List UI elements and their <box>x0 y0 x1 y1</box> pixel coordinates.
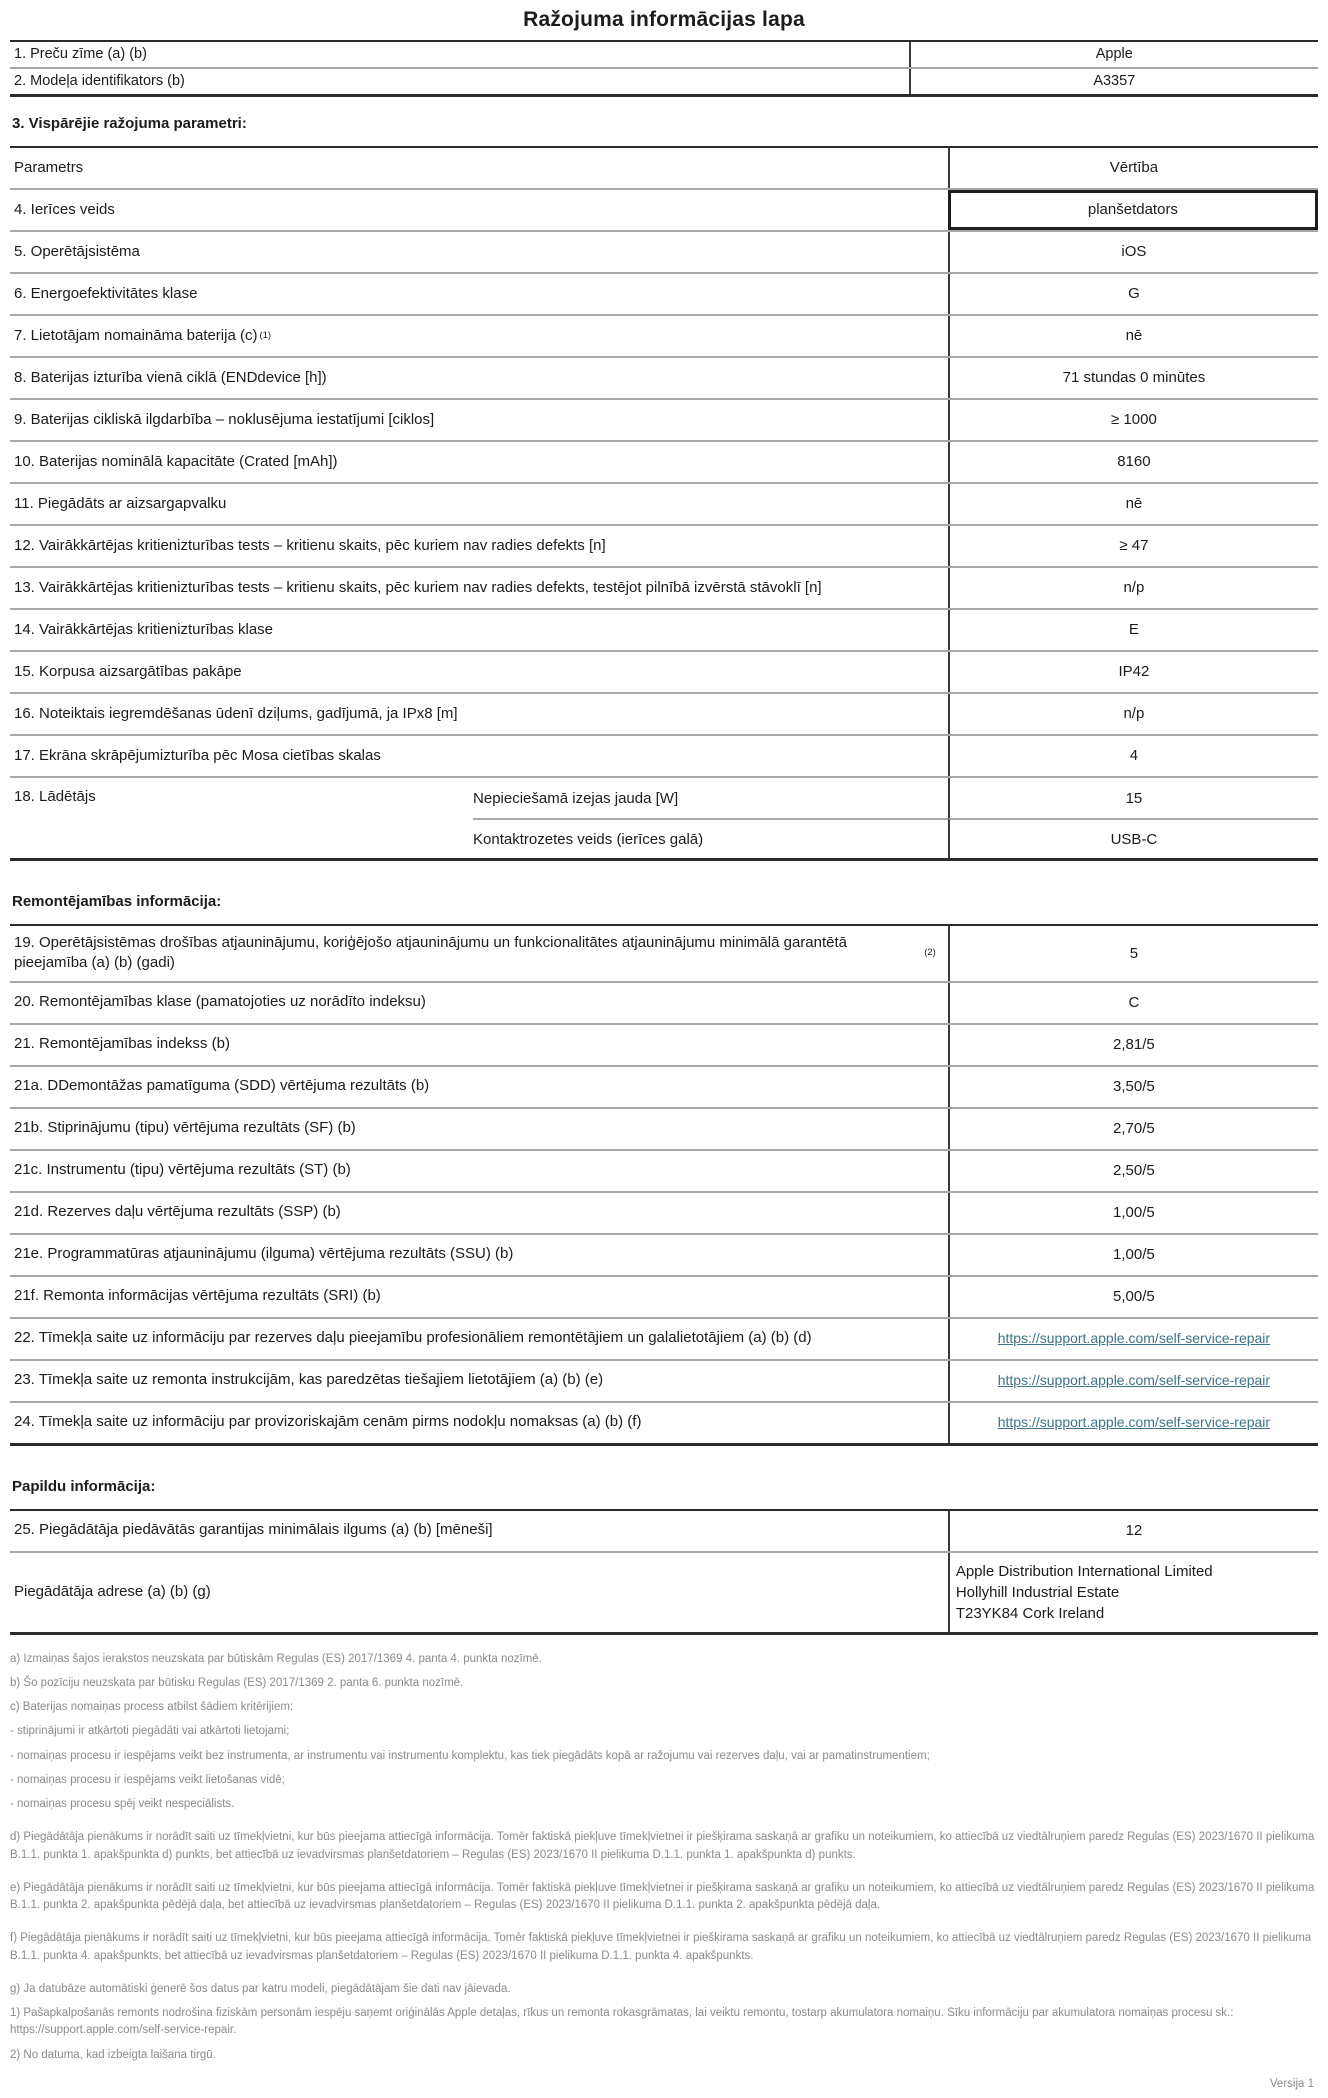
param-label: 25. Piegādātāja piedāvātās garantijas minimālais ilgums (a) (b) [mēneši] <box>14 1521 493 1539</box>
table-row <box>10 272 1318 314</box>
param-label: 17. Ekrāna skrāpējumizturība pēc Mosa cietības skalas <box>14 746 381 764</box>
param-value: 2,81/5 <box>948 1025 1318 1065</box>
table-row <box>10 926 1318 981</box>
page-title: Ražojuma informācijas lapa <box>523 8 805 31</box>
table-row <box>10 314 1318 356</box>
table-row <box>10 1275 1318 1317</box>
charger-subparam-value: USB-C <box>948 818 1318 858</box>
param-label: 18. Lādētājs <box>14 788 96 805</box>
table-row <box>10 1551 1318 1632</box>
param-label: 20. Remontējamības klase (pamatojoties uz norādīto indeksu) <box>14 993 426 1011</box>
footnote-1: 1) Pašapkalpošanās remonts nodrošina fiziskām personām iespēju saņemt oriģinālās Apple detaļas, rīkus un remonta rokasgrāmatas, lai veiktu remontu, tostarp akumulatora nomaiņu. Sīku informāciju par akumulatora nomaiņas procesu sk.: https://support.apple.com/self-service-repair. <box>10 2007 1234 2037</box>
charger-subparam-value: 15 <box>948 778 1318 818</box>
param-label: 14. Vairākkārtējas kritienizturības klase <box>14 620 273 638</box>
param-value: 3,50/5 <box>948 1067 1318 1107</box>
param-value: E <box>948 610 1318 650</box>
section-heading-additional: Papildu informācija: <box>12 1477 156 1495</box>
param-value: iOS <box>948 232 1318 272</box>
table-row <box>10 398 1318 440</box>
table-row <box>10 1511 1318 1551</box>
param-value <box>948 1361 1318 1401</box>
table-row <box>10 1023 1318 1065</box>
param-value: 2,50/5 <box>948 1151 1318 1191</box>
param-value: Apple <box>909 42 1318 67</box>
footnote-c-item: - nomaiņas procesu spēj veikt nespeciālists. <box>10 1798 235 1810</box>
general-parameters-table <box>10 146 1318 861</box>
param-label: 21f. Remonta informācijas vērtējuma rezultāts (SRI) (b) <box>14 1287 381 1305</box>
table-row <box>10 1149 1318 1191</box>
param-value-highlighted: planšetdators <box>948 190 1318 230</box>
param-label: 10. Baterijas nominālā kapacitāte (Crated [mAh]) <box>14 452 338 470</box>
param-value: 1,00/5 <box>948 1235 1318 1275</box>
param-label: 8. Baterijas izturība vienā ciklā (ENDdevice [h]) <box>14 368 327 386</box>
param-value: 5 <box>948 926 1318 981</box>
param-value: 71 stundas 0 minūtes <box>948 358 1318 398</box>
param-value: 2,70/5 <box>948 1109 1318 1149</box>
address-line: T23YK84 Cork Ireland <box>955 1604 1105 1622</box>
param-label: 19. Operētājsistēmas drošības atjauninājumu, koriģējošo atjauninājumu un funkcionalitātes atjauninājumu minimālā garantētā pieejamība (a) (b) (gadi) (2) <box>14 934 936 972</box>
table-row <box>10 524 1318 566</box>
column-header-vertiba: Vērtība <box>948 148 1318 188</box>
footnote-e: e) Piegādātāja pienākums ir norādīt saiti uz tīmekļvietni, kur būs pieejama attiecīgā informācija. Tomēr faktiskā piekļuve tīmekļvietnei ir piešķirama saskaņā ar grafiku un noteikumiem, ko attiecībā uz viedtālruņiem paredz Regulas (ES) 2023/1670 II pielikuma B.1.1. punkta 2. apakšpunkta pēdējā daļa, bet attiecībā uz ievadvirsmas planšetdatoriem – Regulas (ES) 2023/1670 II pielikuma D.1.1. punkta 2. apakšpunkta pēdējā daļa. <box>10 1881 1315 1911</box>
param-label: 21c. Instrumentu (tipu) vērtējuma rezultāts (ST) (b) <box>14 1161 351 1179</box>
param-label: 16. Noteiktais iegremdēšanas ūdenī dziļums, gadījumā, ja IPx8 [m] <box>14 704 458 722</box>
table-row <box>10 1359 1318 1401</box>
footnote-c-item: - stiprinājumi ir atkārtoti piegādāti vai atkārtoti lietojami; <box>10 1725 290 1738</box>
table-row <box>10 188 1318 230</box>
charger-subparam-label: Kontaktrozetes veids (ierīces galā) <box>473 818 948 858</box>
param-value: nē <box>948 484 1318 524</box>
param-label: 21e. Programmatūras atjauninājumu (ilguma) vērtējuma rezultāts (SSU) (b) <box>14 1245 514 1263</box>
param-value: ≥ 1000 <box>948 400 1318 440</box>
footnote-f: f) Piegādātāja pienākums ir norādīt saiti uz tīmekļvietni, kur būs pieejama attiecīgā informācija. Tomēr faktiskā piekļuve tīmekļvietnei ir piešķirama saskaņā ar grafiku un noteikumiem, ko attiecībā uz viedtālruņiem paredz Regulas (ES) 2023/1670 II pielikuma B.1.1. punkta 4. apakšpunkts, bet attiecībā uz ievadvirsmas planšetdatoriem – Regulas (ES) 2023/1670 II pielikuma D.1.1. punkta 4. apakšpunkts. <box>10 1932 1312 1962</box>
footnote-2: 2) No datuma, kad izbeigta laišana tirgū. <box>10 2048 216 2061</box>
footnote-a: a) Izmaiņas šajos ierakstos neuzskata par būtiskām Regulas (ES) 2017/1369 4. panta 4. punkta nozīmē. <box>10 1652 542 1665</box>
table-row <box>10 356 1318 398</box>
param-value: 8160 <box>948 442 1318 482</box>
table-row <box>10 67 1318 94</box>
param-label: 11. Piegādāts ar aizsargapvalku <box>14 494 227 512</box>
table-row <box>10 692 1318 734</box>
param-label: 1. Preču zīme (a) (b) <box>14 45 147 62</box>
table-row <box>10 482 1318 524</box>
table-row <box>10 42 1318 67</box>
param-label: 21a. DDemontāžas pamatīguma (SDD) vērtējuma rezultāts (b) <box>14 1077 430 1095</box>
table-row <box>10 230 1318 272</box>
section-heading-general: 3. Vispārējie ražojuma parametri: <box>12 115 247 132</box>
charger-subparam-label: Nepieciešamā izejas jauda [W] <box>473 789 679 807</box>
footnote-b: b) Šo pozīciju neuzskata par būtisku Regulas (ES) 2017/1369 2. panta 6. punkta nozīmē. <box>10 1676 464 1689</box>
param-label: 4. Ierīces veids <box>14 200 115 218</box>
param-label: 21b. Stiprinājumu (tipu) vērtējuma rezultāts (SF) (b) <box>14 1119 356 1137</box>
table-row <box>10 440 1318 482</box>
param-value: 4 <box>948 736 1318 776</box>
param-label: 2. Modeļa identifikators (b) <box>14 72 185 89</box>
param-value: n/p <box>948 694 1318 734</box>
footnote-g: g) Ja datubāze automātiski ģenerē šos datus par katru modeli, piegādātājam šie dati nav jāievada. <box>10 1982 511 1995</box>
self-service-repair-link[interactable]: https://support.apple.com/self-service-repair <box>997 1372 1271 1389</box>
param-label: 6. Energoefektivitātes klase <box>14 284 198 302</box>
section-heading-repairability: Remontējamības informācija: <box>12 893 222 910</box>
param-value: ≥ 47 <box>948 526 1318 566</box>
param-value <box>948 1403 1318 1443</box>
param-label: 22. Tīmekļa saite uz informāciju par rezerves daļu pieejamību profesionāliem remontētājiem un galalietotājiem (a) (b) (d) <box>14 1329 812 1347</box>
param-label: 13. Vairākkārtējas kritienizturības tests – kritienu skaits, pēc kuriem nav radies defekts, testējot pilnībā izvērstā stāvoklī [n] <box>14 578 822 596</box>
self-service-repair-link[interactable]: https://support.apple.com/self-service-repair <box>997 1330 1271 1347</box>
param-value: A3357 <box>909 69 1318 94</box>
table-row <box>10 608 1318 650</box>
param-value: 1,00/5 <box>948 1193 1318 1233</box>
column-header-parametrs: Parametrs <box>14 158 84 176</box>
footnote-c-item: - nomaiņas procesu ir iespējams veikt lietošanas vidē; <box>10 1773 285 1786</box>
param-value: G <box>948 274 1318 314</box>
repairability-table <box>10 924 1318 1446</box>
param-label: 24. Tīmekļa saite uz informāciju par provizoriskajām cenām pirms nodokļu nomaksas (a) (b) (f) <box>14 1413 642 1431</box>
param-value: nē <box>948 316 1318 356</box>
param-value: C <box>948 983 1318 1023</box>
param-label: 9. Baterijas cikliskā ilgdarbība – noklusējuma iestatījumi [ciklos] <box>14 410 435 428</box>
charger-row <box>10 776 1318 858</box>
param-label: 12. Vairākkārtējas kritienizturības tests – kritienu skaits, pēc kuriem nav radies defekts [n] <box>14 536 606 554</box>
param-label: 5. Operētājsistēma <box>14 242 140 260</box>
param-value: 5,00/5 <box>948 1277 1318 1317</box>
table-row <box>10 1191 1318 1233</box>
footnote-c-item: - nomaiņas procesu ir iespējams veikt bez instrumenta, ar instrumentu vai instrumentu komplektu, kas tiek piegādāts kopā ar ražojumu vai rezerves daļu, vai ar pamatinstrumentiem; <box>10 1749 930 1762</box>
param-label: 23. Tīmekļa saite uz remonta instrukcijām, kas paredzētas tiešajiem lietotājiem (a) (b) (e) <box>14 1371 604 1389</box>
param-label: 15. Korpusa aizsargātības pakāpe <box>14 662 242 680</box>
table-row <box>10 1317 1318 1359</box>
table-row <box>10 1401 1318 1443</box>
table-row <box>10 1107 1318 1149</box>
param-value: 12 <box>948 1511 1318 1551</box>
footnotes <box>10 1651 1318 2064</box>
param-label: 21d. Rezerves daļu vērtējuma rezultāts (SSP) (b) <box>14 1203 341 1221</box>
table-row <box>10 650 1318 692</box>
param-value <box>948 1319 1318 1359</box>
self-service-repair-link[interactable]: https://support.apple.com/self-service-repair <box>997 1414 1271 1431</box>
param-value: IP42 <box>948 652 1318 692</box>
footnote-d: d) Piegādātāja pienākums ir norādīt saiti uz tīmekļvietni, kur būs pieejama attiecīgā informācija. Tomēr faktiskā piekļuve tīmekļvietnei ir piešķirama saskaņā ar grafiku un noteikumiem, ko attiecībā uz viedtālruņiem paredz Regulas (ES) 2023/1670 II pielikuma B.1.1. punkta 1. apakšpunkta d) punkts, bet attiecībā uz ievadvirsmas planšetdatoriem – Regulas (ES) 2023/1670 II pielikuma D.1.1. punkta 1. apakšpunkta d) punkts. <box>10 1831 1315 1861</box>
param-value: n/p <box>948 568 1318 608</box>
identification-table <box>10 40 1318 97</box>
param-label: Piegādātāja adrese (a) (b) (g) <box>14 1582 211 1600</box>
table-row <box>10 1233 1318 1275</box>
param-label: 7. Lietotājam nomaināma baterija (c) (1) <box>14 326 272 344</box>
supplier-address <box>948 1553 1318 1632</box>
address-line: Apple Distribution International Limited <box>955 1562 1213 1580</box>
footnote-c: c) Baterijas nomaiņas process atbilst šādiem kritērijiem: <box>10 1701 294 1713</box>
table-row <box>10 734 1318 776</box>
table-row <box>10 566 1318 608</box>
additional-info-table <box>10 1509 1318 1635</box>
address-line: Hollyhill Industrial Estate <box>955 1583 1120 1601</box>
table-row <box>10 1065 1318 1107</box>
table-row <box>10 981 1318 1023</box>
table-header-row <box>10 148 1318 188</box>
param-label: 21. Remontējamības indekss (b) <box>14 1035 230 1053</box>
version-label: Versija 1 <box>1269 2077 1314 2090</box>
